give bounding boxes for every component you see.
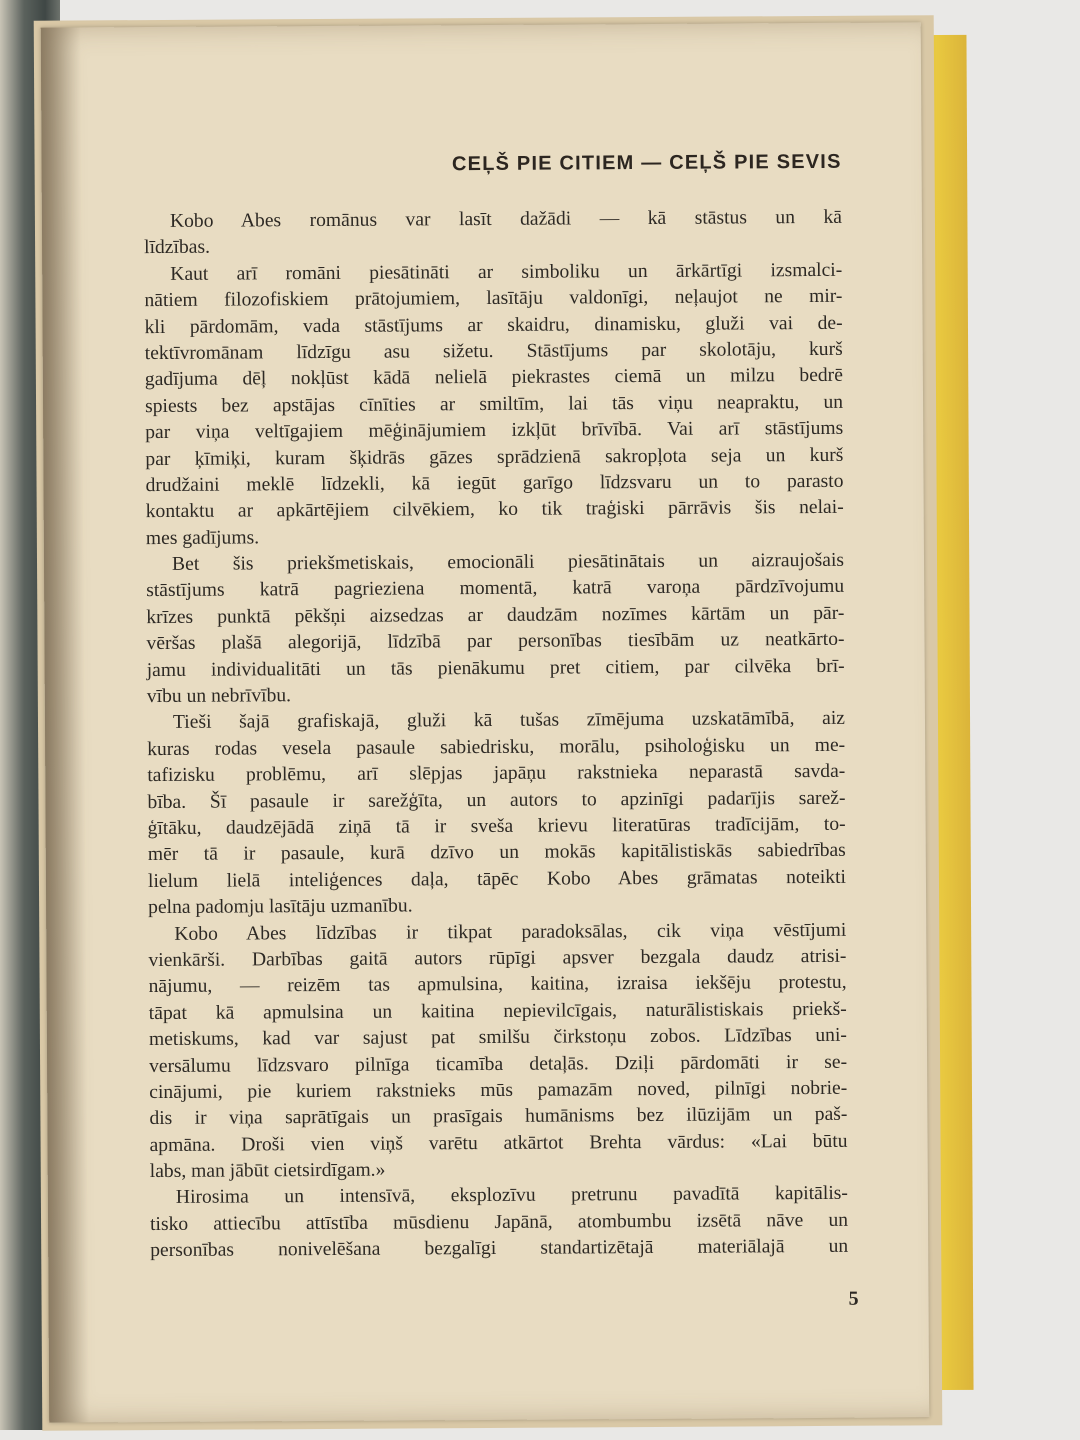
text-line: nātiem filozofiskiem prātojumiem, lasītāju valdonīgi, neļaujot ne mir- — [144, 285, 843, 312]
text-line: par viņa veltīgajiem mēģinājumiem izkļūt brīvībā. Vai arī stāstījums — [145, 417, 844, 444]
text-line: Bet šis priekšmetiskais, emocionāli piesātinātais un aizraujošais — [171, 549, 845, 575]
text-line: pelna padomju lasītāju uzmanību. — [148, 895, 413, 919]
text-line: tisko attiecību attīstība mūsdienu Japānā, atombumbu izsētā nāve un — [149, 1209, 849, 1235]
text-line: stāstījums katrā pagrieziena momentā, katrā varoņa pārdzīvojumu — [146, 576, 845, 602]
text-line: cinājumi, pie kuriem rakstnieks mūs pamazām noved, pilnīgi nobrie- — [149, 1077, 848, 1103]
text-line: jamu individualitāti un tās pienākumu pret citiem, par cilvēka brī- — [146, 655, 845, 681]
text-line: drudžaini meklē līdzekli, kā iegūt garīgo līdzsvaru un to parasto — [145, 470, 844, 496]
text-line: tektīvromānam līdzīgu asu sižetu. Stāstījums par skolotāju, kurš — [144, 338, 843, 365]
text-line: bība. Šī pasaule ir sarežģīta, un autors to apzinīgi padarījis sarež- — [147, 787, 846, 813]
text-line: par ķīmiķi, kuram šķidrās gāzes sprādzienā sakropļota seja un kurš — [145, 444, 844, 470]
text-line: Tieši šajā grafiskajā, gluži kā tušas zīmējuma uzskatāmībā, aiz — [172, 708, 846, 734]
text-line: kontaktu ar apkārtējiem cilvēkiem, ko tik traģiski pārrāvis šis nelai- — [145, 497, 844, 523]
text-line: mes gadījums. — [145, 527, 260, 549]
text-line: Kaut arī romāni piesātināti ar simboliku un ārkārtīgi izsmalci- — [170, 259, 843, 285]
text-line: apmāna. Droši vien viņš varētu atkārtot Brehta vārdus: «Lai būtu — [149, 1130, 848, 1156]
text-line: tafizisku problēmu, arī slēpjas japāņu rakstnieka neparastā savda- — [147, 761, 846, 787]
text-line: Kobo Abes līdzības ir tikpat paradoksālas, cik viņa vēstījumi — [174, 919, 847, 945]
text-line: kuras rodas vesela pasaule sabiedrisku, morālu, psiholoģisku un me- — [147, 734, 846, 760]
text-line: spiests bez apstājas cīnīties ar smiltīm, lai tās viņu neapraktu, un — [144, 391, 844, 417]
text-line: Kobo Abes romānus var lasīt dažādi — kā stāstus un kā — [169, 206, 842, 232]
text-line: vienkārši. Darbības gaitā autors rūpīgi apsver bezgala daudz atrisi- — [148, 945, 847, 971]
text-line: vību un nebrīvību. — [146, 685, 292, 708]
text-line: lielum lielā inteliģences daļa, tāpēc Kobo Abes grāmatas noteikti — [147, 866, 847, 892]
text-line: personības nonivelēšana bezgalīgi standartizētajā materiālajā un — [150, 1236, 849, 1262]
text-line: nājumu, — reizēm tas apmulsina, kaitina, izraisa iekšēju protestu, — [148, 972, 847, 998]
chapter-heading: CEĻŠ PIE CITIEM — CEĻŠ PIE SEVIS — [451, 150, 842, 176]
text-line: tāpat kā apmulsina un kaitina nepievilcīgais, naturālistiskais priekš- — [148, 998, 847, 1024]
text-line: vēršas plašā alegorijā, līdzībā par personības tiesībām uz neatkārto- — [146, 629, 845, 655]
gutter-shadow — [41, 27, 90, 1422]
text-line: labs, man jābūt cietsirdīgam.» — [149, 1159, 386, 1183]
body-text — [144, 205, 848, 1265]
text-line: Hirosima un intensīvā, eksplozīvu pretrunu pavadītā kapitālis- — [175, 1183, 848, 1209]
text-line: līdzības. — [144, 237, 211, 259]
text-line: dis ir viņa saprātīgais un prasīgais humānisms bez ilūzijām un paš- — [149, 1104, 848, 1130]
text-line: mēr tā ir pasaule, kurā dzīvo un mokās kapitālistiskās sabiedrības — [147, 840, 846, 866]
text-line: kli pārdomām, vada stāstījums ar skaidru, dinamisku, gluži vai de- — [144, 312, 843, 338]
book-page — [41, 22, 930, 1422]
page-number: 5 — [848, 1287, 859, 1310]
text-line: krīzes punktā pēkšņi aizsedzas ar daudzām nozīmes kārtām un pār- — [146, 602, 845, 628]
text-line: ģītāku, daudzējādā ziņā tā ir sveša krievu literatūras tradīcijām, to- — [147, 813, 846, 840]
text-line: gadījuma dēļ nokļūst kādā nelielā piekrastes ciemā un milzu bedrē — [144, 365, 843, 391]
text-line: versālumu līdzsvaro pilnīga ticamība detaļās. Dziļi pārdomāti ir se- — [149, 1051, 848, 1077]
text-line: metiskums, kad var sajust pat smilšu čirkstoņu zobos. Līdzības uni- — [148, 1024, 847, 1051]
